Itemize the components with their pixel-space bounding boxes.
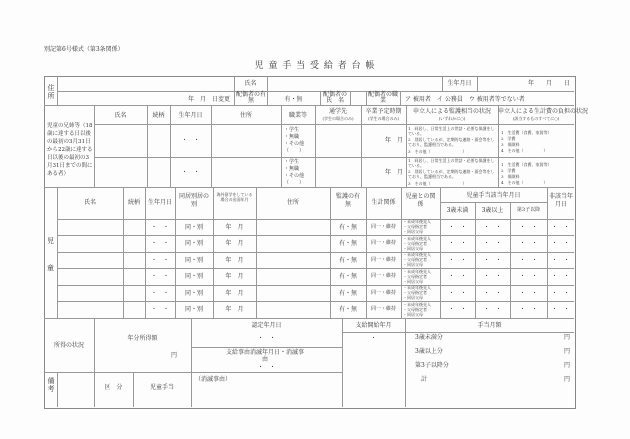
monthly-over3-yen[interactable]: 円 (564, 348, 571, 355)
child-header-address: 住所 (286, 199, 299, 206)
annual-income-yen[interactable]: 円 (171, 352, 178, 359)
sib-header-occupation: 職業等 (288, 112, 307, 119)
sib-header-graduation: 卒業予定時期 (365, 108, 402, 115)
sib-header-relation: 続柄 (152, 112, 165, 119)
occupation-option-other[interactable]: ・その他 (284, 173, 305, 179)
child-birth[interactable]: ・ ・ (150, 224, 169, 231)
sib-header-school-note: (学生の場合のみ) (322, 116, 354, 121)
spouse-exists-label: 配偶者の有 無 (236, 91, 273, 104)
custody-option-1[interactable]: 1 同居し、日常生活上の世話・必要な保護をしている。 (408, 126, 495, 136)
child-third-date[interactable]: ・ ・ (519, 306, 538, 313)
child-third-date[interactable]: ・ ・ (519, 273, 538, 280)
child-over3-date[interactable]: ・ ・ (483, 224, 502, 231)
child-over3-date[interactable]: ・ ・ (483, 240, 502, 247)
child-custody[interactable]: 有・無 (338, 290, 357, 297)
relationship-option-designee[interactable]: ・父母指定者 (403, 257, 427, 262)
address-change-date[interactable]: 年 月 日変更 (187, 96, 230, 103)
child-under3-date[interactable]: ・ ・ (448, 224, 467, 231)
relationship-option-designee[interactable]: ・父母指定者 (403, 241, 427, 246)
income-label: 所得の状況 (53, 342, 84, 349)
child-header-custody: 監護の有 無 (335, 193, 367, 208)
sib-header-graduation-note: (学生の場合のみ) (367, 116, 400, 121)
child-header-period-group: 児童手当該当年月日 (466, 192, 521, 199)
monthly-label: 手当月額 (477, 322, 502, 329)
address-label: 住所 (47, 84, 55, 100)
sib-header-custody-note: (いずれかに○) (438, 116, 466, 121)
child-over3-date[interactable]: ・ ・ (483, 290, 502, 297)
child-livelihood[interactable]: 同一・維持 (370, 306, 396, 312)
child-ineligible-date[interactable]: ・ ・ (551, 224, 570, 231)
monthly-third-label: 第3子以降分 (415, 362, 449, 369)
child-third-date[interactable]: ・ ・ (519, 257, 538, 264)
occupation-option-unemployed[interactable]: ・無職 (284, 166, 300, 172)
child-under3-date[interactable]: ・ ・ (448, 257, 467, 264)
child-abroad[interactable]: 年 月 (225, 273, 244, 280)
category-value: 児童手当 (149, 384, 174, 391)
child-birth[interactable]: ・ ・ (150, 257, 169, 264)
child-row[interactable] (57, 301, 574, 318)
child-cohabit[interactable]: 同・別 (184, 290, 203, 297)
occupation-option-student[interactable]: ・学生 (284, 127, 300, 133)
monthly-under3-yen[interactable]: 円 (564, 334, 571, 341)
child-abroad[interactable]: 年 月 (225, 224, 244, 231)
child-under3-date[interactable]: ・ ・ (448, 306, 467, 313)
sib-header-custody: 申立人による監護相当の状況 (412, 108, 491, 115)
child-header-abroad: 海外留学をしている場合の出国年月 (216, 192, 253, 202)
relationship-option-parent[interactable]: ・同居父母 (403, 279, 423, 284)
child-third-date[interactable]: ・ ・ (519, 240, 538, 247)
child-abroad[interactable]: 年 月 (225, 290, 244, 297)
support-option-1[interactable]: 1 生活費（食費、家賃等） (501, 162, 552, 167)
child-header-birth: 生年月日 (147, 199, 172, 206)
spouse-exists-value[interactable]: 有・無 (284, 96, 303, 103)
relationship-option-guardian[interactable]: ・未成年後見人 (403, 285, 431, 290)
monthly-under3-label: 3歳未満分 (415, 334, 443, 341)
sib-header-support-note: (該当するものすべてに○) (512, 116, 560, 121)
occupation-option-other[interactable]: ・その他 (284, 141, 305, 147)
monthly-total-label: 計 (421, 376, 428, 383)
child-cohabit[interactable]: 同・別 (184, 240, 203, 247)
relationship-option-designee[interactable]: ・父母指定者 (403, 274, 427, 279)
child-ineligible-date[interactable]: ・ ・ (551, 240, 570, 247)
monthly-total-yen[interactable]: 円 (564, 376, 571, 383)
child-ineligible-date[interactable]: ・ ・ (551, 257, 570, 264)
sibling-birth[interactable]: ・ ・ (181, 137, 200, 144)
termination-reason-label: （消滅事由） (195, 376, 232, 383)
child-ineligible-date[interactable]: ・ ・ (551, 273, 570, 280)
child-over3-date[interactable]: ・ ・ (483, 306, 502, 313)
support-option-1[interactable]: 1 生活費（食費、家賃等） (501, 130, 552, 135)
child-row[interactable] (57, 252, 574, 268)
relationship-option-parent[interactable]: ・同居父母 (403, 229, 423, 234)
child-header-third: 第3子以降 (516, 207, 541, 213)
relationship-option-designee[interactable]: ・父母指定者 (403, 224, 427, 229)
child-header-name: 氏名 (83, 199, 96, 206)
monthly-third-yen[interactable]: 円 (564, 362, 571, 369)
child-under3-date[interactable]: ・ ・ (448, 273, 467, 280)
child-cohabit[interactable]: 同・別 (184, 306, 203, 313)
siblings-section-label: 児童の兄姉等（18歳に達する日以後の最初の3月31日から22歳に達する日以後の最初の3月31日までの間にある者） (47, 123, 93, 177)
child-livelihood[interactable]: 同一・維持 (370, 240, 396, 246)
child-abroad[interactable]: 年 月 (225, 257, 244, 264)
remarks-label: 備考 (47, 377, 55, 393)
relationship-option-guardian[interactable]: ・未成年後見人 (403, 236, 431, 241)
child-header-ineligible: 非該当年月日 (549, 193, 574, 208)
child-cohabit[interactable]: 同・別 (184, 224, 203, 231)
support-option-2[interactable]: 2 学費 (501, 168, 516, 173)
child-header-relationship: 児童との関 係 (405, 193, 442, 208)
child-birth[interactable]: ・ ・ (150, 240, 169, 247)
child-cohabit[interactable]: 同・別 (184, 257, 203, 264)
support-option-3[interactable]: 3 保険料 (501, 142, 520, 147)
sib-header-name: 氏名 (114, 112, 127, 119)
sib-header-support: 申立人による生計費の負担の状況 (498, 108, 589, 115)
child-over3-date[interactable]: ・ ・ (483, 273, 502, 280)
occupation-option-student[interactable]: ・学生 (284, 159, 300, 165)
relationship-option-guardian[interactable]: ・未成年後見人 (403, 269, 431, 274)
relationship-option-guardian[interactable]: ・未成年後見人 (403, 302, 431, 307)
sib-header-school: 通学先 (328, 108, 347, 115)
child-header-livelihood: 生計関係 (371, 199, 396, 206)
child-row[interactable] (57, 219, 574, 235)
page-title: 児 童 手 当 受 給 者 台 帳 (254, 61, 376, 71)
relationship-option-designee[interactable]: ・父母指定者 (403, 307, 427, 312)
child-custody[interactable]: 有・無 (338, 224, 357, 231)
child-under3-date[interactable]: ・ ・ (448, 290, 467, 297)
child-row[interactable] (57, 268, 574, 285)
sib-header-address: 住所 (239, 112, 252, 119)
sibling-graduation[interactable]: 年 月 (384, 169, 403, 176)
occupation-option-unemployed[interactable]: ・無職 (284, 134, 300, 140)
relationship-option-parent[interactable]: ・同居父母 (403, 246, 423, 251)
spouse-job-label: 配偶者の職 業 (367, 91, 405, 104)
custody-option-3[interactable]: 3 その他（ ） (408, 181, 467, 186)
certification-label: 認定年月日 (251, 322, 282, 329)
occupation-other-detail[interactable]: （ ） (284, 180, 305, 186)
termination-label: 支給事由消滅年月日・消滅事由 (225, 349, 304, 363)
child-livelihood[interactable]: 同一・維持 (370, 224, 396, 230)
relationship-option-designee[interactable]: ・父母指定者 (403, 290, 427, 295)
start-value[interactable]: ・ (370, 335, 377, 342)
child-header-under3: 3歳未満 (446, 207, 469, 214)
monthly-over3-label: 3歳以上分 (415, 348, 443, 355)
child-header-over3: 3歳以上 (481, 207, 504, 214)
spouse-name-label: 配偶者の氏 名 (322, 91, 347, 104)
sibling-graduation[interactable]: 年 月 (384, 137, 403, 144)
name-label: 氏名 (244, 80, 257, 87)
birth-value[interactable]: 年 月 日 (527, 80, 570, 87)
certification-value[interactable]: ・ ・ (257, 335, 276, 342)
child-row[interactable] (57, 285, 574, 301)
support-option-4[interactable]: 4 その他（ ） (501, 148, 548, 153)
child-custody[interactable]: 有・無 (338, 273, 357, 280)
child-header-cohabit: 同居別居の別 (178, 193, 209, 208)
birth-label: 生年月日 (447, 80, 472, 87)
child-cohabit[interactable]: 同・別 (184, 273, 203, 280)
child-ineligible-date[interactable]: ・ ・ (551, 290, 570, 297)
child-over3-date[interactable]: ・ ・ (483, 257, 502, 264)
start-label: 支給開始年月 (355, 322, 392, 329)
child-birth[interactable]: ・ ・ (150, 273, 169, 280)
custody-option-3[interactable]: 3 その他（ ） (408, 149, 467, 154)
child-row[interactable] (57, 235, 574, 252)
child-custody[interactable]: 有・無 (338, 257, 357, 264)
support-option-4[interactable]: 4 その他（ ） (501, 180, 548, 185)
spouse-job-options[interactable]: ア 被用者 イ 公務員 ウ 被用者等でない者 (405, 96, 525, 103)
custody-option-2[interactable]: 2 別居しているが、定期的な連絡・面会等をしており、監護相当である。 (408, 169, 495, 179)
sibling-row[interactable] (94, 124, 574, 157)
termination-value[interactable]: ・ ・ (257, 364, 276, 371)
relationship-option-parent[interactable]: ・同居父母 (403, 312, 423, 317)
occupation-other-detail[interactable]: （ ） (284, 148, 305, 154)
children-section-label-top: 児 (47, 237, 54, 245)
sibling-birth[interactable]: ・ ・ (181, 169, 200, 176)
child-livelihood[interactable]: 同一・維持 (370, 257, 396, 263)
sibling-row[interactable] (94, 157, 574, 187)
relationship-option-parent[interactable]: ・同居父母 (403, 295, 423, 300)
support-option-3[interactable]: 3 保険料 (501, 174, 520, 179)
child-birth[interactable]: ・ ・ (150, 290, 169, 297)
child-ineligible-date[interactable]: ・ ・ (551, 306, 570, 313)
custody-option-1[interactable]: 1 同居し、日常生活上の世話・必要な保護をしている。 (408, 158, 495, 168)
child-custody[interactable]: 有・無 (338, 306, 357, 313)
category-label: 区 分 (104, 384, 123, 391)
child-third-date[interactable]: ・ ・ (519, 224, 538, 231)
child-third-date[interactable]: ・ ・ (519, 290, 538, 297)
annual-income-label: 年分所得額 (127, 335, 158, 342)
sib-header-birth: 生年月日 (178, 112, 203, 119)
address-field[interactable] (58, 77, 233, 90)
relationship-option-parent[interactable]: ・同居父母 (403, 262, 423, 267)
name-field[interactable] (268, 77, 441, 90)
child-under3-date[interactable]: ・ ・ (448, 240, 467, 247)
child-birth[interactable]: ・ ・ (150, 306, 169, 313)
child-livelihood[interactable]: 同一・維持 (370, 290, 396, 296)
child-abroad[interactable]: 年 月 (225, 306, 244, 313)
form-label: 別記第6号様式（第3条関係） (44, 46, 124, 53)
relationship-option-guardian[interactable]: ・未成年後見人 (403, 219, 431, 224)
children-section-label-bottom: 童 (47, 264, 54, 272)
support-option-2[interactable]: 2 学費 (501, 136, 516, 141)
child-abroad[interactable]: 年 月 (225, 240, 244, 247)
child-livelihood[interactable]: 同一・維持 (370, 273, 396, 279)
remarks-field[interactable] (58, 373, 94, 406)
custody-option-2[interactable]: 2 別居しているが、定期的な連絡・面会等をしており、監護相当である。 (408, 137, 495, 147)
child-header-relation: 続柄 (127, 199, 140, 206)
child-custody[interactable]: 有・無 (338, 240, 357, 247)
relationship-option-guardian[interactable]: ・未成年後見人 (403, 252, 431, 257)
